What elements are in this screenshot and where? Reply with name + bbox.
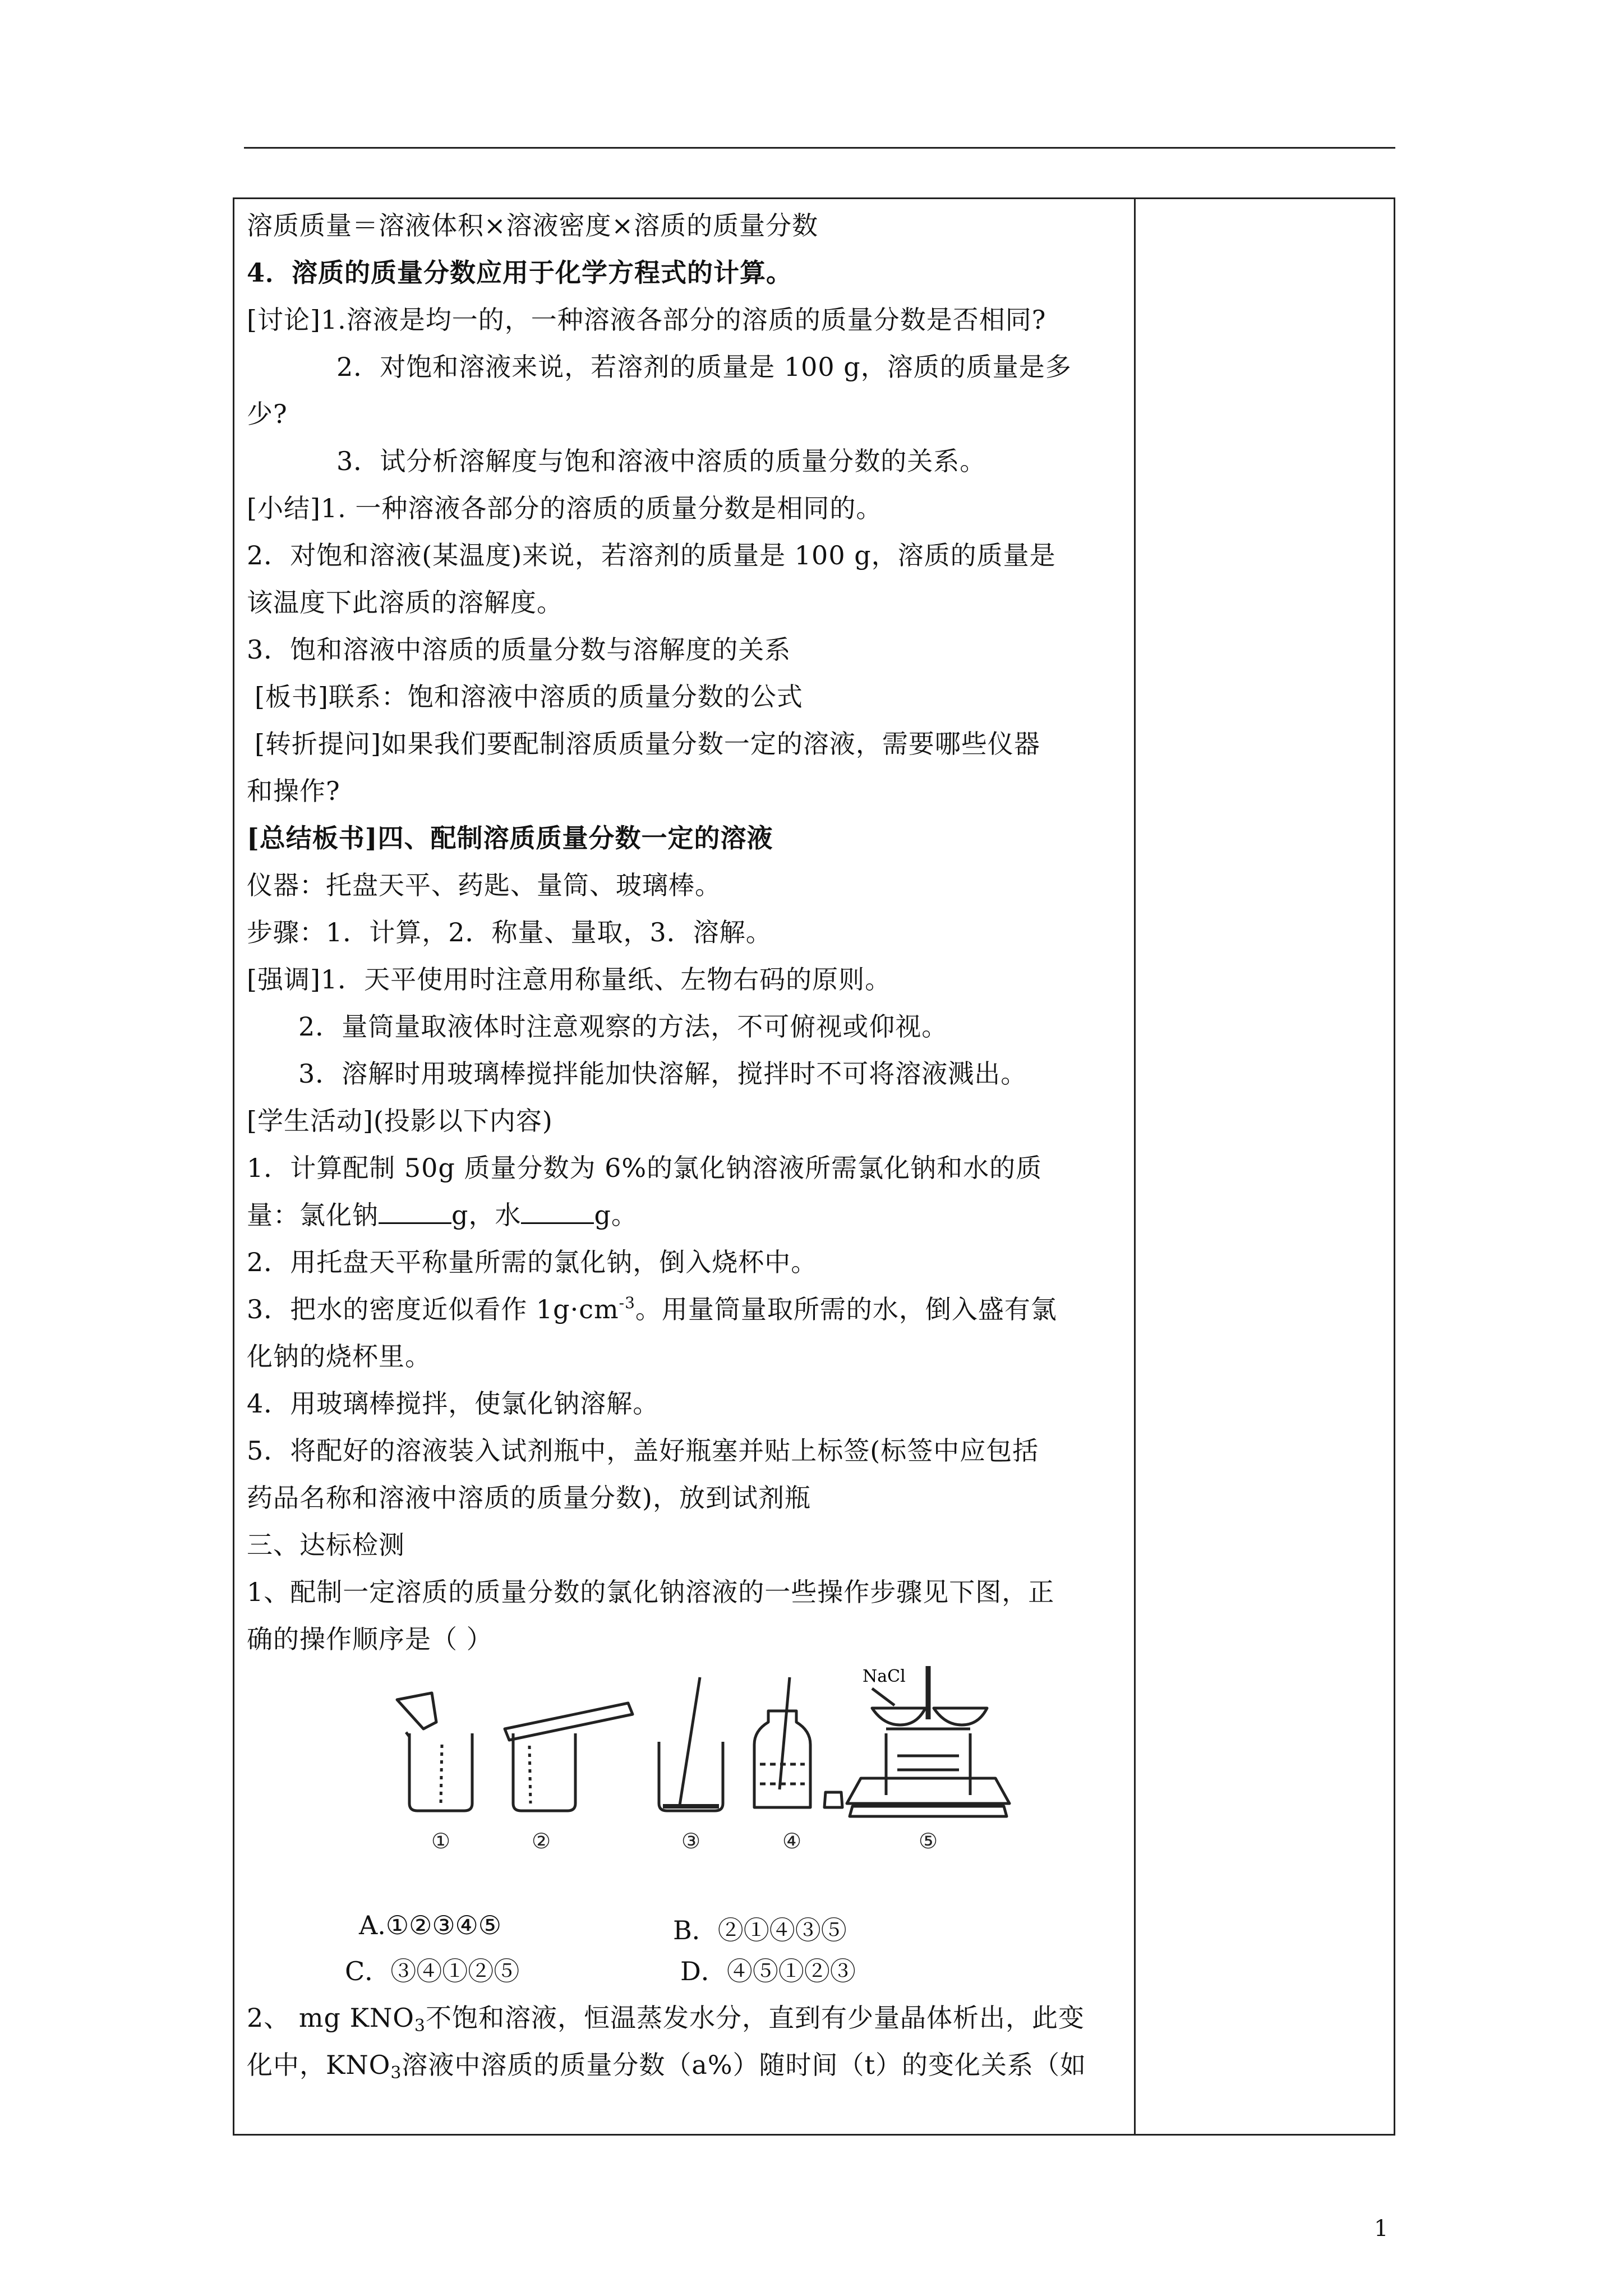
step-label-5: ⑤	[918, 1829, 938, 1853]
text-line: 1、配制一定溶质的质量分数的氯化钠溶液的一些操作步骤见下图，正	[247, 1577, 1055, 1607]
lab-apparatus-drawing	[393, 1666, 1021, 1862]
answer-blank-water	[521, 1200, 594, 1224]
question-2-line-1	[247, 1994, 1130, 2041]
weighing-paper	[397, 1693, 436, 1729]
step-label-1: ①	[431, 1829, 451, 1853]
text-line: 1．计算配制 50g 质量分数为 6%的氯化钠溶液所需氯化钠和水的质	[247, 1153, 1043, 1183]
density-exponent: -3	[619, 1294, 635, 1312]
measuring-cylinder	[505, 1703, 633, 1740]
text-line: 仪器：托盘天平、药匙、量筒、玻璃棒。	[247, 870, 721, 900]
notes-column-divider	[1134, 197, 1136, 2136]
density-line	[247, 1286, 1130, 1333]
answer-blank-nacl	[379, 1200, 451, 1224]
fill-in-prefix: 量：氯化钠	[247, 1200, 379, 1230]
text-line: [板书]联系：饱和溶液中溶质的质量分数的公式	[255, 682, 803, 712]
text-line: [强调]1．天平使用时注意用称量纸、左物右码的原则。	[247, 964, 892, 995]
text-line: 步骤：1．计算，2．称量、量取，3．溶解。	[247, 917, 772, 947]
section-heading: [总结板书]四、配制溶质质量分数一定的溶液	[247, 823, 773, 853]
text-line: 3．饱和溶液中溶质的质量分数与溶解度的关系	[247, 634, 791, 665]
bottle-stopper	[824, 1792, 842, 1807]
step-label-2: ②	[531, 1829, 551, 1853]
q2-text-a: 2、 mg KNO	[247, 2003, 414, 2033]
text-line: [学生活动](投影以下内容)	[247, 1106, 553, 1136]
glass-rod	[680, 1677, 700, 1805]
text-line: [小结]1. 一种溶液各部分的溶质的质量分数是相同的。	[247, 493, 883, 523]
text-line: 化钠的烧杯里。	[247, 1341, 431, 1372]
question-2	[247, 1994, 1130, 2088]
beaker-3	[659, 1742, 723, 1811]
q2-subscript-1: 3	[414, 2016, 426, 2036]
q2-text-c: 化中，KNO	[247, 2050, 391, 2080]
nacl-label: NaCl	[863, 1667, 906, 1686]
q2-text-b: 不饱和溶液，恒温蒸发水分，直到有少量晶体析出，此变	[426, 2003, 1085, 2033]
option-c: C．③④①②⑤	[345, 1956, 520, 1986]
text-line: [转折提问]如果我们要配制溶质质量分数一定的溶液，需要哪些仪器	[255, 729, 1040, 759]
text-line: 少?	[247, 399, 288, 429]
option-a: A.①②③④⑤	[359, 1910, 502, 1940]
text-line: 溶质质量＝溶液体积×溶液密度×溶质的质量分数	[247, 210, 819, 241]
section-heading: 4．溶质的质量分数应用于化学方程式的计算。	[247, 257, 793, 288]
fill-in-line	[247, 1191, 1130, 1239]
text-line: 3．试分析溶解度与饱和溶液中溶质的质量分数的关系。	[336, 446, 986, 476]
fill-in-mid: g，水	[451, 1200, 522, 1230]
text-line: 药品名称和溶液中溶质的质量分数)，放到试剂瓶	[247, 1483, 811, 1513]
balance-base	[847, 1778, 1009, 1803]
text-line: 3．溶解时用玻璃棒搅拌能加快溶解，搅拌时不可将溶液溅出。	[298, 1059, 1027, 1089]
step-label-3: ③	[681, 1829, 701, 1853]
density-suffix: 。用量筒量取所需的水，倒入盛有氯	[635, 1294, 1057, 1324]
text-line: 确的操作顺序是（ ）	[247, 1624, 493, 1654]
text-line: 2．量筒量取液体时注意观察的方法，不可俯视或仰视。	[298, 1011, 948, 1042]
bottle-rod	[780, 1677, 790, 1789]
left-pan	[872, 1708, 925, 1725]
text-line: [讨论]1.溶液是均一的，一种溶液各部分的溶质的质量分数是否相同?	[247, 305, 1046, 335]
text-line: 该温度下此溶质的溶解度。	[247, 587, 563, 618]
question-2-line-2	[247, 2041, 1130, 2088]
density-prefix: 3．把水的密度近似看作 1g·cm	[247, 1294, 619, 1324]
lab-procedure-figure	[393, 1666, 1021, 1862]
text-line: 2．用托盘天平称量所需的氯化钠，倒入烧杯中。	[247, 1247, 818, 1277]
q2-text-d: 溶液中溶质的质量分数（a%）随时间（t）的变化关系（如	[402, 2050, 1087, 2080]
step-label-4: ④	[782, 1829, 802, 1853]
text-line: 2．对饱和溶液(某温度)来说，若溶剂的质量是 100 g，溶质的质量是	[247, 540, 1056, 570]
option-d: D．④⑤①②③	[680, 1956, 856, 1986]
text-line: 5．将配好的溶液装入试剂瓶中，盖好瓶塞并贴上标签(标签中应包括	[247, 1435, 1039, 1466]
text-line: 和操作?	[247, 776, 340, 806]
lesson-content	[247, 202, 1130, 1663]
header-rule	[244, 147, 1395, 149]
beaker-2	[513, 1733, 575, 1811]
text-line: 三、达标检测	[247, 1530, 405, 1560]
text-line: 4．用玻璃棒搅拌，使氯化钠溶解。	[247, 1388, 660, 1419]
page-number: 1	[1374, 2216, 1389, 2242]
fill-in-suffix: g。	[594, 1200, 638, 1230]
option-b: B．②①④③⑤	[673, 1915, 847, 1945]
q2-subscript-2: 3	[390, 2063, 402, 2083]
text-line: 2．对饱和溶液来说，若溶剂的质量是 100 g，溶质的质量是多	[336, 352, 1072, 382]
right-pan	[934, 1708, 987, 1725]
